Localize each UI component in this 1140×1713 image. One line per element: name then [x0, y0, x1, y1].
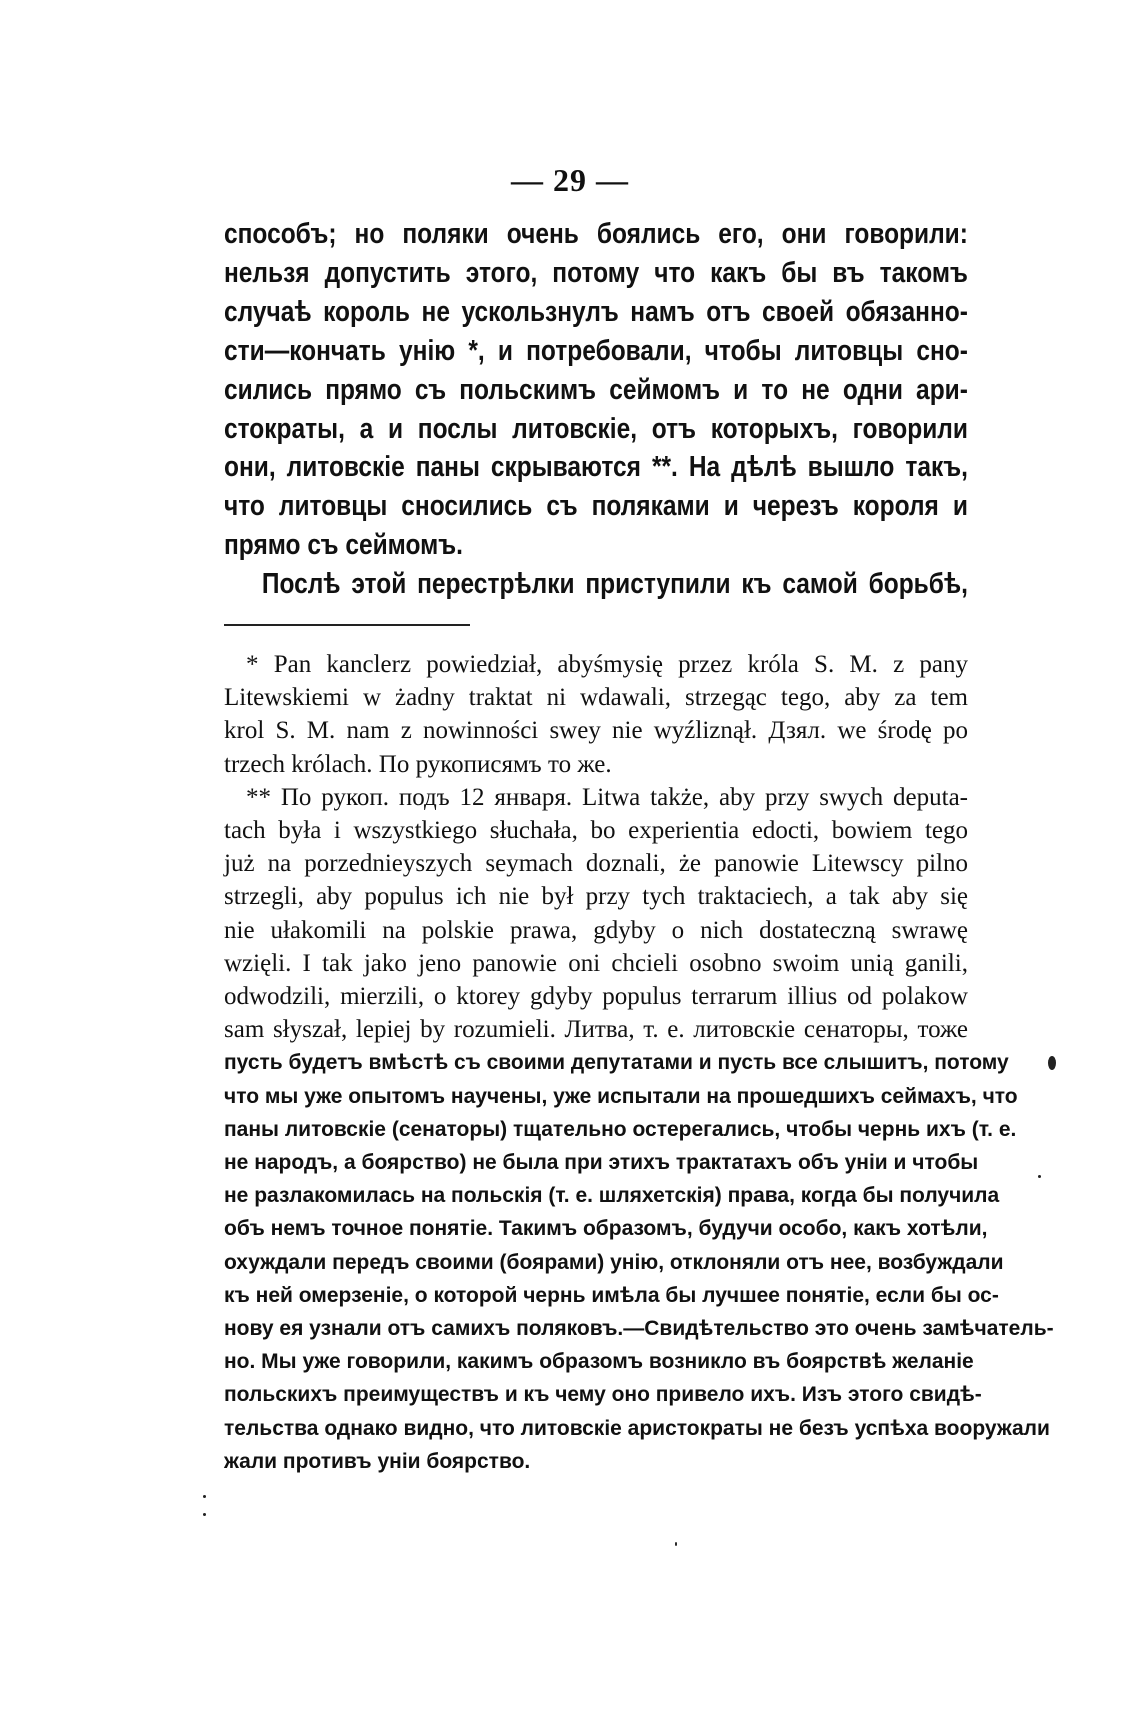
- footnote-2: [224, 781, 1054, 1478]
- footnote-line: охуждали передъ своими (боярами) унію, отклоняли отъ нее, возбуждали: [224, 1250, 1004, 1274]
- footnote-line: объ немъ точное понятіе. Такимъ образомъ, будучи особо, какъ хотѣли,: [224, 1217, 988, 1241]
- footnote-line: sam słyszał, lepiej by rozumieli. Литва, т. е. литовскіе сенаторы, тоже: [224, 1016, 968, 1044]
- footnote-line: wzięli. I tak jako jeno panowie oni chcieli osobno swoim unią ganili,: [224, 949, 968, 977]
- footnote-line: пусть будетъ вмѣстѣ съ своими депутатами и пусть все слышитъ, потому: [224, 1051, 1009, 1075]
- footnote-line: nie ułakomili na polskie prawa, gdyby o nich dostateczną swrawę: [224, 916, 968, 944]
- footnote-line: Litewskiemi w żadny traktat ni wdawali, strzegąc tego, aby za tem: [224, 684, 968, 712]
- text-line: случаѣ король не ускользнулъ намъ отъ своей обязанно-: [224, 295, 968, 328]
- footnote-line: нову ея узнали отъ самихъ поляковъ.—Свидѣтельство это очень замѣчатель-: [224, 1317, 1054, 1341]
- footnote-line: już na porzednieyszych seymach doznali, że panowie Litewscy pilno: [224, 850, 968, 878]
- footnote-line: tach była i wszystkiego słuchała, bo experientia edocti, bowiem tego: [224, 817, 968, 845]
- text-line: сились прямо съ польскимъ сеймомъ и то не одни ари-: [224, 373, 968, 406]
- scan-speck: [675, 1542, 677, 1546]
- scan-speck: [1038, 1175, 1041, 1178]
- footnote-line: strzegli, aby populus ich nie był przy tych traktaciech, a tak aby się: [224, 883, 968, 911]
- footnote-separator: [224, 624, 470, 626]
- page-number: — 29 —: [511, 162, 629, 198]
- footnotes: [224, 648, 1054, 1478]
- footnote-line: не разлакомилась на польскія (т. е. шляхетскія) права, когда бы получила: [224, 1184, 1000, 1208]
- footnote-line: тельства однако видно, что литовскіе аристократы не безъ успѣха вооружали: [224, 1416, 1050, 1440]
- scan-speck: [203, 1495, 206, 1498]
- footnote-line: * Pan kanclerz powiedział, abyśmysię przez króla S. M. z pany: [246, 651, 968, 678]
- footnote-line: но. Мы уже говорили, какимъ образомъ возникло въ боярствѣ желаніе: [224, 1350, 974, 1374]
- text-line: что литовцы сносились съ поляками и черезъ короля и: [224, 490, 968, 523]
- text-line: они, литовскіе паны скрываются **. На дѣлѣ вышло такъ,: [224, 451, 968, 484]
- footnote-line: ** По рукоп. подъ 12 января. Litwa także, aby przy swych deputa-: [246, 783, 968, 811]
- text-line: способъ; но поляки очень боялись его, они говорили:: [224, 218, 968, 250]
- scan-speck: [203, 1513, 206, 1516]
- footnote-line: къ ней омерзеніе, о которой чернь имѣла бы лучшее понятіе, если бы ос-: [224, 1283, 999, 1307]
- text-line: стократы, а и послы литовскіе, отъ которыхъ, говорили: [224, 412, 968, 445]
- footnote-line: паны литовскіе (сенаторы) тщательно остерегались, чтобы чернь ихъ (т. е.: [224, 1117, 1017, 1141]
- text-line: прямо съ сеймомъ.: [224, 529, 463, 562]
- footnote-line: жали противъ уніи боярство.: [224, 1449, 531, 1473]
- footnote-line: trzech królach. По рукописямъ то же.: [224, 750, 612, 778]
- footnote-1: [224, 648, 968, 781]
- text-line: сти—кончать унію *, и потребовали, чтобы литовцы сно-: [224, 334, 968, 367]
- footnote-line: krol S. M. nam z nowinności swey nie wyźliznął. Дзял. we środę po: [224, 717, 968, 745]
- footnote-line: не народъ, а боярство) не была при этихъ трактатахъ объ уніи и чтобы: [224, 1151, 979, 1175]
- footnote-line: odwodzili, mierzili, o ktorey gdyby populus terrarum illius od polakow: [224, 983, 968, 1011]
- text-line: Послѣ этой перестрѣлки приступили къ самой борьбѣ,: [261, 568, 968, 601]
- footnote-line: польскихъ преимуществъ и къ чему оно привело ихъ. Изъ этого свидѣ-: [224, 1383, 982, 1407]
- footnote-line: что мы уже опытомъ научены, уже испытали на прошедшихъ сеймахъ, что: [224, 1084, 1018, 1108]
- scan-speck: [1048, 1056, 1056, 1070]
- text-line: нельзя допустить этого, потому что какъ бы въ такомъ: [224, 256, 968, 289]
- main-text: [224, 215, 968, 604]
